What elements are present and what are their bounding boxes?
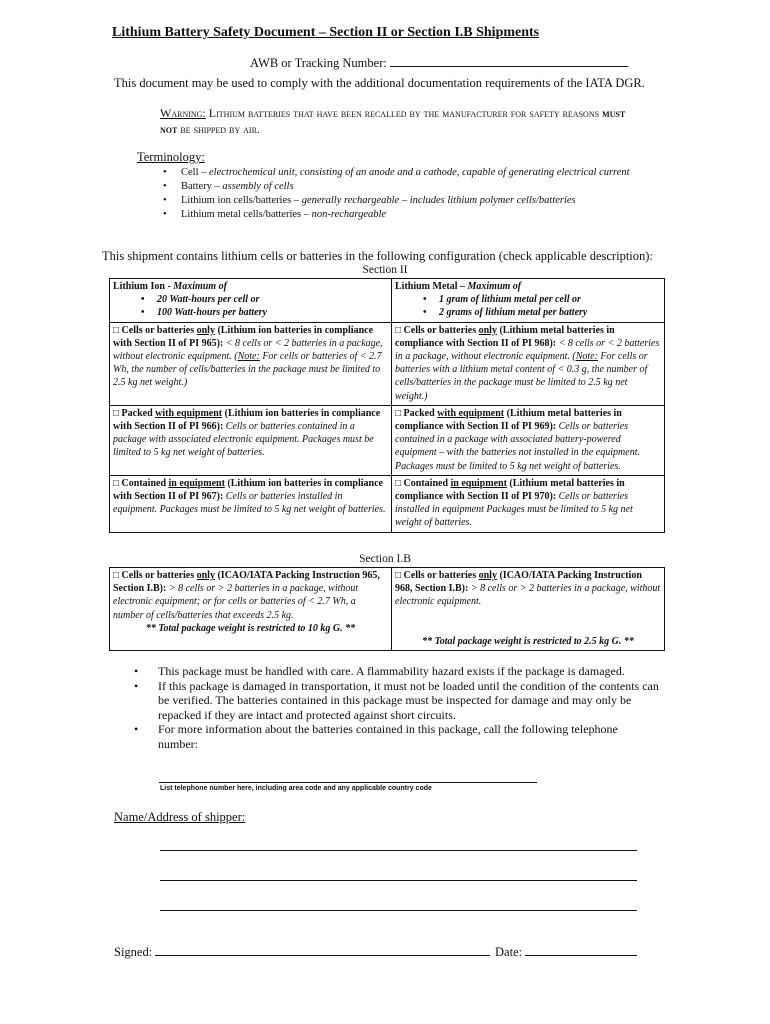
note-label: Note:	[575, 351, 598, 363]
checkbox[interactable]: □	[395, 477, 402, 489]
shipper-address-line-1[interactable]	[160, 850, 637, 851]
lithium-ion-header-cell	[110, 279, 392, 323]
term-item	[163, 166, 673, 180]
table-row	[110, 475, 665, 532]
date-label: Date:	[495, 945, 523, 959]
option-detail: > 8 cells or > 2 batteries in a package, without electronic equipment; or for cells or batteries of < 2.7 Wh, a number of cells/batteries that exceeds 2.5 kg.	[113, 583, 359, 621]
metal-total-weight-note: ** Total package weight is restricted to 2.5 kg G. **	[422, 635, 634, 647]
option-detail: For cells or batteries with a lithium metal content of < 0.3 g, the number of cells/batteries in the package must be limited to 2.5 kg net weight.)	[395, 351, 648, 402]
option-text: Contained	[119, 477, 169, 489]
date-blank-line[interactable]	[525, 944, 637, 956]
ion-total-weight-note: ** Total package weight is restricted to 10 kg G. **	[145, 622, 356, 634]
spacer	[395, 609, 661, 635]
metal-header-max: Maximum of	[467, 281, 522, 292]
option-detail: Cells or batteries contained in a package with associated battery-powered equipment – with the batteries not installed in the equipment. Packages must be limited to 5 kg net weight of batteries.	[395, 421, 640, 472]
lithium-metal-header-cell	[392, 279, 665, 323]
list-item: • 1 gram of lithium metal per cell or	[395, 293, 661, 306]
list-item: • This package must be handled with care. A flammability hazard exists if the package is damaged.	[130, 664, 660, 679]
checkbox[interactable]: □	[395, 570, 402, 581]
term-item	[163, 180, 673, 194]
telephone-hint: List telephone number here, including area code and any applicable country code	[160, 785, 432, 792]
terminology-heading: Terminology:	[137, 150, 205, 164]
checkbox[interactable]: □	[113, 407, 120, 419]
list-item: • 20 Watt-hours per cell or	[113, 293, 388, 306]
option-text: (Lithium ion batteries in compliance with Section II of PI 965):	[113, 324, 374, 349]
metal-limits-list	[395, 293, 661, 319]
option-text: Packed	[119, 407, 156, 419]
ion-packed-with-equipment-option[interactable]	[110, 405, 392, 475]
list-item: • If this package is damaged in transportation, it must not be loaded until the condition of the contents can be verified. The batteries contained in this package must be inspected for damage and may only be repacked if they are intact and protected against short circuits.	[130, 679, 660, 723]
configuration-instruction: This shipment contains lithium cells or batteries in the following configuration (check applicable description):	[102, 249, 653, 263]
signature-field[interactable]	[114, 944, 490, 960]
term-item	[163, 194, 673, 208]
option-detail: > 8 cells or > 2 batteries in a package, without electronic equipment.	[395, 583, 661, 608]
shipper-heading: Name/Address of shipper:	[114, 810, 246, 824]
option-text: Cells or batteries	[119, 324, 197, 336]
option-text: Contained	[401, 477, 451, 489]
option-emphasis: only	[478, 570, 497, 581]
telephone-blank-line[interactable]	[159, 782, 537, 783]
checkbox[interactable]: □	[113, 324, 120, 336]
recall-warning	[160, 106, 630, 138]
warning-label: Warning:	[160, 106, 206, 120]
option-text: (Lithium ion batteries in compliance with Section II of PI 966):	[113, 407, 381, 433]
option-text: (ICAO/IATA Packing Instruction 965, Section I.B):	[113, 570, 380, 595]
ion-contained-in-equipment-option[interactable]	[110, 475, 392, 532]
option-text: (Lithium metal batteries in compliance with Section II of PI 970):	[395, 477, 625, 503]
option-text: (Lithium ion batteries in compliance with Section II of PI 967):	[113, 477, 383, 503]
awb-blank-line[interactable]	[390, 55, 628, 67]
option-text: (ICAO/IATA Packing Instruction 968, Section I.B):	[395, 570, 642, 595]
option-text: (Lithium metal batteries in compliance with Section II of PI 969):	[395, 407, 622, 433]
shipper-address-line-3[interactable]	[160, 910, 637, 911]
option-emphasis: only	[478, 324, 497, 336]
note-label: Note:	[237, 351, 260, 363]
option-detail: < 8 cells or < 2 batteries in a package, without electronic equipment. (	[113, 337, 383, 363]
term-definition: – generally rechargeable – includes lithium polymer cells/batteries	[291, 195, 576, 206]
checkbox[interactable]: □	[395, 324, 402, 336]
option-text: (Lithium metal batteries in compliance with Section II of PI 968):	[395, 324, 615, 349]
list-item: • 2 grams of lithium metal per battery	[395, 306, 661, 319]
document-title: Lithium Battery Safety Document – Section II or Section I.B Shipments	[112, 25, 540, 40]
warning-must-not: must not	[160, 106, 626, 136]
checkbox[interactable]: □	[113, 570, 120, 581]
ion-section-ib-option[interactable]	[110, 568, 392, 651]
option-detail: Cells or batteries installed in equipment Packages must be limited to 5 kg net weight of batteries.	[395, 491, 633, 529]
date-field[interactable]	[495, 944, 637, 960]
warning-text-a: Lithium batteries that have been recalled by the manufacturer for safety reasons	[205, 106, 603, 120]
option-emphasis: with equipment	[155, 407, 223, 419]
awb-tracking-field[interactable]	[250, 55, 628, 71]
option-emphasis: in equipment	[168, 477, 225, 489]
term-name: Lithium metal cells/batteries	[181, 209, 302, 220]
awb-label: AWB or Tracking Number:	[250, 56, 387, 70]
option-detail: For cells or batteries of < 2.7 Wh, the number of cells/batteries in the package must be limited to 2.5 kg net weight.)	[113, 351, 382, 389]
option-detail: Cells or batteries contained in a package with associated electronic equipment. Packages must be limited to 5 kg net weight of batteries.	[113, 421, 374, 459]
ion-header-label: Lithium Ion -	[113, 281, 174, 292]
metal-packed-with-equipment-option[interactable]	[392, 405, 665, 475]
metal-contained-in-equipment-option[interactable]	[392, 475, 665, 532]
option-detail: < 8 cells or < 2 batteries in a package, without electronic equipment. (	[395, 337, 660, 363]
table-row	[110, 322, 665, 405]
signature-blank-line[interactable]	[155, 944, 490, 956]
metal-header-label: Lithium Metal –	[395, 281, 468, 292]
section-ib-table	[109, 567, 665, 651]
metal-cells-only-option[interactable]	[392, 322, 665, 405]
checkbox[interactable]: □	[113, 477, 120, 489]
option-text: Cells or batteries	[401, 570, 479, 581]
metal-section-ib-option[interactable]	[392, 568, 665, 651]
option-text: Packed	[401, 407, 438, 419]
ion-cells-only-option[interactable]	[110, 322, 392, 405]
term-definition: – electrochemical unit, consisting of an anode and a cathode, capable of generating electrical current	[198, 167, 630, 178]
option-emphasis: only	[196, 324, 215, 336]
option-emphasis: only	[196, 570, 215, 581]
term-definition: – assembly of cells	[211, 181, 294, 192]
warning-text-b: be shipped by air.	[177, 122, 260, 136]
table-row	[110, 568, 665, 651]
checkbox[interactable]: □	[395, 407, 402, 419]
shipper-address-line-2[interactable]	[160, 880, 637, 881]
section-ib-heading: Section I.B	[359, 553, 411, 565]
term-item	[163, 208, 673, 222]
handling-instructions-list	[130, 664, 660, 751]
term-name: Battery	[181, 181, 212, 192]
signed-label: Signed:	[114, 945, 153, 959]
option-text: Cells or batteries	[401, 324, 479, 336]
table-row	[110, 405, 665, 475]
table-row	[110, 279, 665, 323]
option-emphasis: with equipment	[437, 407, 505, 419]
option-emphasis: in equipment	[450, 477, 507, 489]
term-definition: – non-rechargeable	[301, 209, 387, 220]
terminology-list	[163, 166, 673, 222]
list-item: • 100 Watt-hours per battery	[113, 306, 388, 319]
option-text: Cells or batteries	[119, 570, 197, 581]
section-ii-table	[109, 278, 665, 533]
term-name: Cell	[181, 167, 199, 178]
intro-text: This document may be used to comply with the additional documentation requirements of the IATA DGR.	[114, 76, 645, 90]
ion-header-max: Maximum of	[173, 281, 227, 292]
list-item: • For more information about the batteries contained in this package, call the following telephone number:	[130, 722, 660, 751]
ion-limits-list	[113, 293, 388, 319]
term-name: Lithium ion cells/batteries	[181, 195, 292, 206]
option-detail: Cells or batteries installed in equipment. Packages must be limited to 5 kg net weight of batteries.	[113, 491, 386, 516]
section-ii-heading: Section II	[362, 264, 408, 276]
